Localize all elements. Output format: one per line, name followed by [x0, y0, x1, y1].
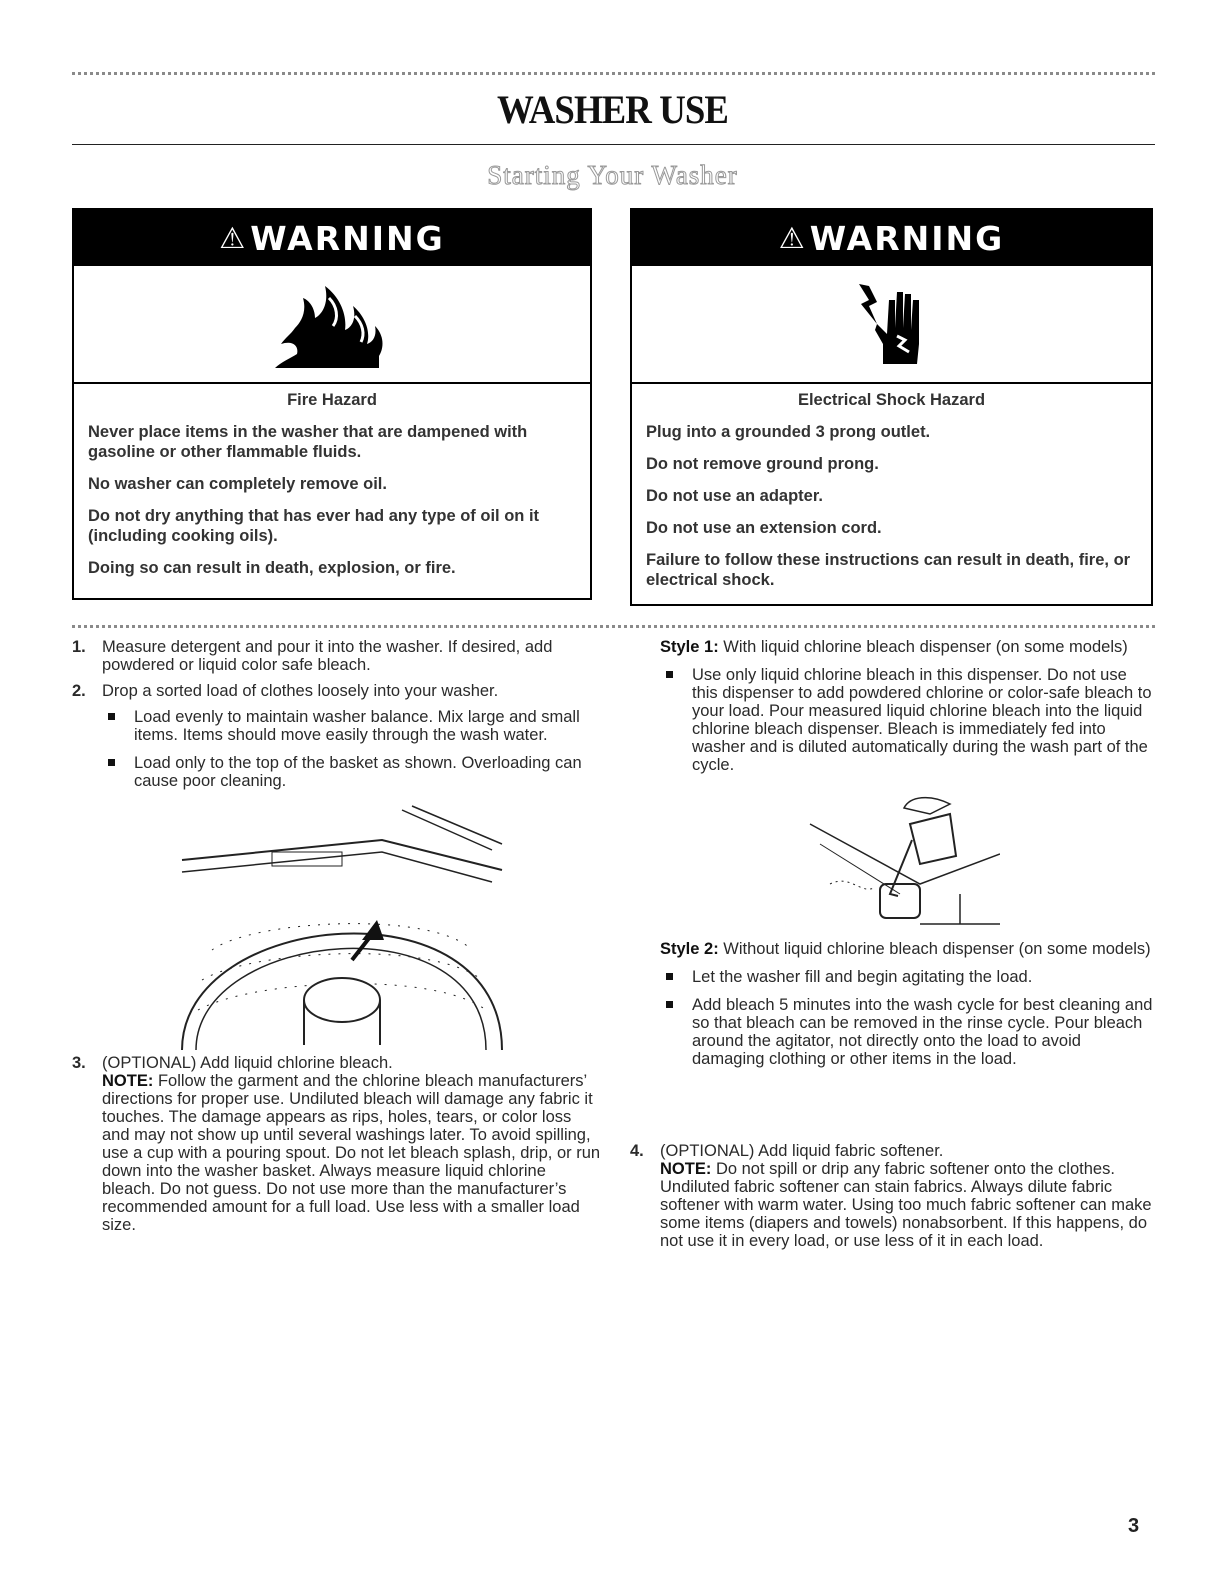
warning-header — [632, 210, 1151, 266]
alert-triangle-icon: ⚠ — [778, 221, 807, 255]
bullet-item: Let the washer fill and begin agitating the load. — [660, 968, 1155, 986]
bullet-item: Load evenly to maintain washer balance. Mix large and small items. Items should move easily through the wash water. — [102, 708, 602, 744]
style-label: Style 1: — [660, 638, 719, 656]
bullet-square-icon — [666, 973, 673, 980]
alert-triangle-icon: ⚠ — [219, 221, 248, 255]
section-title: Starting Your Washer — [487, 160, 738, 190]
step-3: 3. (OPTIONAL) Add liquid chlorine bleach. NOTE: Follow the garment and the chlorine bleach manufacturers’ directions for proper use. Undiluted bleach will damage any fabric it touches. The damage appears as rips, holes, tears, or color loss and may not show up until several washings later. To avoid spilling, use a cup with a pouring spout. Do not let bleach splash, drip, or run down into the washer basket. Always measure liquid chlorine bleach. Do not guess. Do not use more than the manufacturer’s recommended amount for a full load. Use less with a smaller load size. — [72, 1054, 601, 1234]
note-text: Follow the garment and the chlorine bleach manufacturers’ directions for proper use. Undiluted bleach will damage any fabric it touches. The damage appears as rips, holes, tears, or color loss and may not show up until several washings later. To avoid spilling, use a cup with a pouring spout. Do not let bleach splash, drip, or run down into the washer basket. Always measure liquid chlorine bleach. Do not guess. Do not use more than the manufacturer’s recommended amount for a full load. Use less with a smaller load size. — [102, 1072, 601, 1234]
step-4: 4. (OPTIONAL) Add liquid fabric softener. NOTE: Do not spill or drip any fabric softener onto the clothes. Undiluted fabric softener can stain fabrics. Always dilute fabric softener with warm water. Using too much fabric softener can make some items (diapers and towels) nonabsorbent. If this happens, do not use it in every load, or use less of it in each load. — [630, 1142, 1152, 1250]
bullet-item: Add bleach 5 minutes into the wash cycle for best cleaning and so that bleach can be removed in the rinse cycle. Pour bleach around the agitator, not directly onto the load to avoid damaging clothing or other items in the load. — [660, 996, 1155, 1068]
warning-header — [74, 210, 590, 266]
note-label: NOTE: — [660, 1160, 712, 1178]
bleach-pouring-illustration — [800, 784, 1000, 934]
warning-signal-word: WARNING — [250, 218, 445, 258]
step-1: 1. Measure detergent and pour it into the washer. If desired, add powdered or liquid color safe bleach. — [72, 638, 553, 674]
electrical-shock-icon — [847, 274, 937, 374]
right-column — [660, 638, 1155, 1078]
warning-line: Never place items in the washer that are dampened with gasoline or other flammable fluids. — [88, 423, 528, 461]
warning-line: Do not use an adapter. — [646, 487, 823, 505]
note-text: Do not spill or drip any fabric softener onto the clothes. Undiluted fabric softener can stain fabrics. Always dilute fabric softener with warm water. Using too much fabric softener can make some items (diapers and towels) nonabsorbent. If this happens, do not use it in every load, or use less of it in each load. — [660, 1160, 1152, 1250]
washer-basket-illustration — [172, 800, 512, 1050]
warning-line: Do not use an extension cord. — [646, 519, 882, 537]
section-dotted-rule — [72, 625, 1155, 628]
style-label: Style 2: — [660, 940, 719, 958]
bullet-item: Load only to the top of the basket as shown. Overloading can cause poor cleaning. — [102, 754, 602, 790]
warning-line: Plug into a grounded 3 prong outlet. — [646, 423, 931, 441]
warning-signal-word: WARNING — [809, 218, 1005, 258]
right-column-step-4 — [630, 1142, 1155, 1258]
page-number: 3 — [1128, 1515, 1140, 1537]
bullet-item: Use only liquid chlorine bleach in this dispenser. Do not use this dispenser to add powdered chlorine or color-safe bleach to your load. Pour measured liquid chlorine bleach into the liquid chlorine bleach dispenser. Bleach is immediately fed into washer and is diluted automatically during the wash part of the cycle. — [660, 666, 1155, 774]
bullet-square-icon — [108, 759, 115, 766]
warning-line: No washer can completely remove oil. — [88, 475, 387, 493]
title-rule — [72, 144, 1155, 145]
hazard-title: Fire Hazard — [287, 391, 377, 409]
step-2: 2. Drop a sorted load of clothes loosely into your washer. — [72, 682, 499, 700]
bullet-square-icon — [108, 713, 115, 720]
warning-line: Doing so can result in death, explosion, or fire. — [88, 559, 456, 577]
warning-line: Do not remove ground prong. — [646, 455, 879, 473]
warning-line: Failure to follow these instructions can result in death, fire, or electrical shock. — [646, 551, 1131, 589]
note-label: NOTE: — [102, 1072, 154, 1090]
warning-line: Do not dry anything that has ever had any type of oil on it (including cooking oils). — [88, 507, 540, 545]
bullet-square-icon — [666, 671, 673, 678]
fire-warning-box — [72, 208, 592, 600]
top-dotted-rule — [72, 72, 1155, 75]
bullet-square-icon — [666, 1001, 673, 1008]
style-text: Without liquid chlorine bleach dispenser (on some models) — [723, 940, 1151, 958]
left-column — [72, 638, 602, 1242]
style-text: With liquid chlorine bleach dispenser (on some models) — [723, 638, 1128, 656]
fire-icon — [267, 276, 397, 372]
page-title: WASHER USE — [496, 87, 729, 132]
shock-warning-box — [630, 208, 1153, 606]
hazard-title: Electrical Shock Hazard — [797, 391, 986, 409]
